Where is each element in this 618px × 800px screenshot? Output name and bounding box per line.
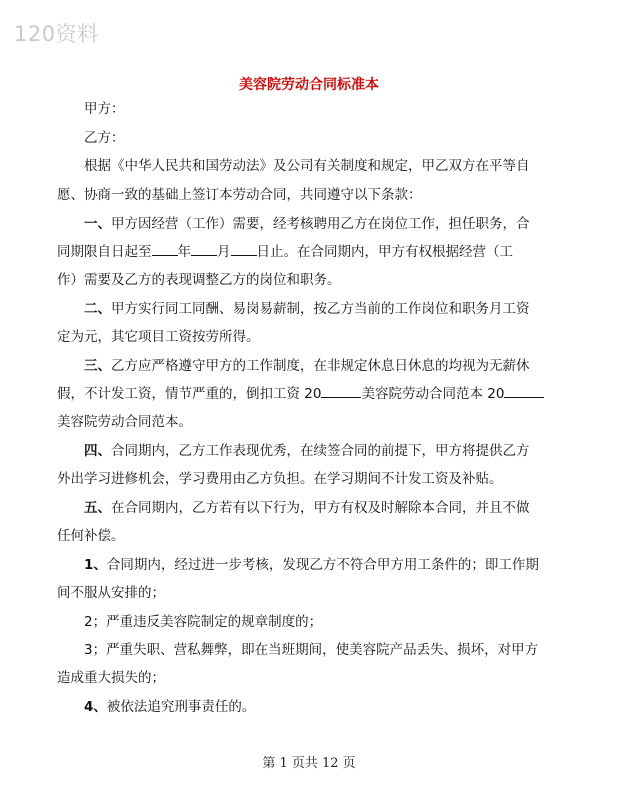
- clause-2-text-1: 甲方实行同工同酬、易岗易薪制，按乙方当前的工作岗位和职务月工资: [111, 301, 530, 317]
- clause-5-line-1: [84, 498, 530, 518]
- clause-5-line-2: 任何补偿。: [57, 528, 125, 544]
- item-3-line-2: 造成重大损失的；: [57, 670, 165, 686]
- item-1-line-1: [84, 555, 539, 575]
- clause-4-line-2: 外出学习进修机会，学习费用由乙方负担。在学习期间不计发工资及补贴。: [57, 471, 503, 487]
- document-title: 美容院劳动合同标准本: [239, 77, 379, 93]
- blank-deduction-1: [321, 385, 361, 398]
- clause-5-number: 五、: [84, 500, 111, 516]
- clause-4-text-1: 合同期内，乙方工作表现优秀，在续签合同的前提下，甲方将提供乙方: [111, 443, 530, 459]
- clause-3-line-1: [84, 356, 530, 376]
- item-1-text-1: 合同期内，经过进一步考核，发现乙方不符合甲方用工条件的；即工作期: [106, 557, 539, 573]
- clause-2-line-1: [84, 299, 530, 319]
- party-a-label: 甲方：: [84, 101, 125, 117]
- clause-2-line-2: 定为元，其它项目工资按劳所得。: [57, 329, 260, 345]
- blank-day: [231, 243, 257, 256]
- clause-5-text-1: 在合同期内，乙方若有以下行为，甲方有权及时解除本合同，并且不做: [111, 500, 530, 516]
- item-4-number: 4、: [84, 699, 107, 715]
- item-4-line: [84, 697, 255, 717]
- item-2-line: 2；严重违反美容院制定的规章制度的；: [84, 614, 323, 630]
- blank-year: [152, 243, 178, 256]
- clause-1-text-1: 甲方因经营（工作）需要，经考核聘用乙方在岗位工作，担任职务，合: [111, 216, 530, 232]
- clause-1-line-2: [57, 242, 513, 262]
- watermark: 120资料: [14, 22, 99, 46]
- page-footer: 第 1 页共 12 页: [262, 756, 356, 771]
- clause-1-text-2a: 同期限自日起至: [57, 244, 152, 260]
- clause-3-text-2a: 假，不计发工资，情节严重的，倒扣工资 20: [57, 386, 322, 402]
- item-1-line-2: 间不服从安排的；: [57, 585, 165, 601]
- item-1-number: 1、: [84, 557, 107, 573]
- clause-4-line-1: [84, 441, 530, 461]
- clause-3-line-2: [57, 384, 544, 404]
- clause-1-number: 一、: [84, 216, 111, 232]
- clause-2-number: 二、: [84, 301, 111, 317]
- clause-3-number: 三、: [84, 358, 111, 374]
- blank-month: [191, 243, 217, 256]
- clause-1-line-3: 作）需要及乙方的表现调整乙方的岗位和职务。: [57, 272, 341, 288]
- clause-3-text-2b: 美容院劳动合同范本 20: [361, 386, 505, 402]
- clause-4-number: 四、: [84, 443, 111, 459]
- intro-line-2: 愿、协商一致的基础上签订本劳动合同，共同遵守以下条款：: [57, 187, 422, 203]
- party-b-label: 乙方：: [84, 130, 125, 146]
- clause-1-text-2c: 月: [217, 244, 231, 260]
- clause-3-line-3: 美容院劳动合同范本。: [57, 414, 192, 430]
- item-3-line-1: 3；严重失职、营私舞弊，即在当班期间，使美容院产品丢失、损坏，对甲方: [84, 642, 539, 658]
- clause-1-text-2d: 日止。在合同期内，甲方有权根据经营（工: [256, 244, 513, 260]
- item-4-text: 被依法追究刑事责任的。: [106, 699, 256, 715]
- clause-1-text-2b: 年: [177, 244, 191, 260]
- clause-1-line-1: [84, 214, 530, 234]
- blank-deduction-2: [504, 385, 544, 398]
- clause-3-text-1: 乙方应严格遵守甲方的工作制度，在非规定休息日休息的均视为无薪休: [111, 358, 530, 374]
- intro-line-1: 根据《中华人民共和国劳动法》及公司有关制度和规定，甲乙双方在平等自: [84, 158, 530, 174]
